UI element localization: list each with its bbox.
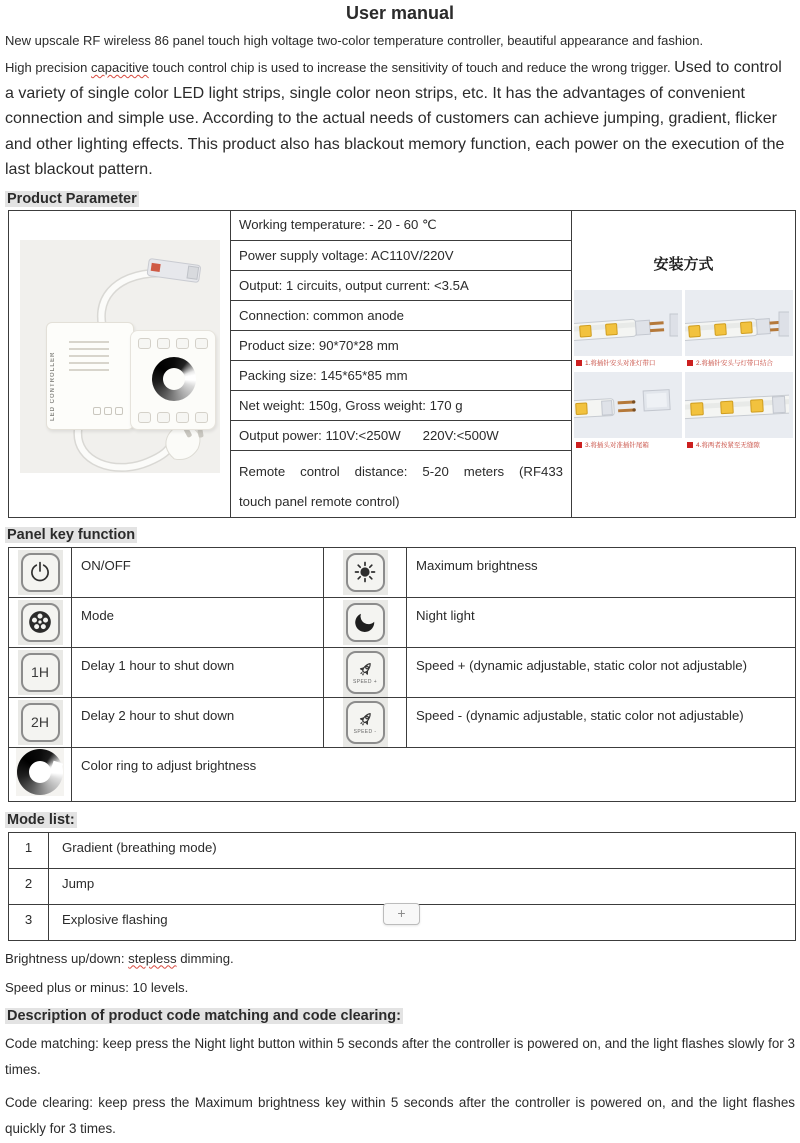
section-heading-product-parameter: Product Parameter [7,190,137,207]
speed-plus-label: SPEED + [352,678,378,685]
power-button [21,553,60,592]
moon-icon [353,610,377,634]
speed-plus-button [346,651,385,694]
sun-icon [353,560,377,584]
delay-1h-key-label: 1H [31,664,49,680]
panel-function-label: Night light [407,597,796,647]
touch-panel-top-buttons [138,338,208,349]
red-square-bullet [576,442,582,448]
controller-box-art [46,322,134,430]
panel-function-label: Speed - (dynamic adjustable, static color not adjustable) [407,697,796,747]
speed-minus-button [346,701,385,744]
intro-sentence-small: High precision [5,60,91,75]
panel-function-label: Mode [72,597,324,647]
red-square-bullet [576,360,582,366]
power-icon [28,560,52,584]
mode-label: Explosive flashing [49,904,796,940]
controller-cert-marks [93,407,123,415]
panel-row-4 [9,697,796,747]
red-square-bullet [687,442,693,448]
red-square-bullet [687,360,693,366]
section-heading-code: Description of product code matching and code clearing: [7,1007,401,1024]
table-add-row-button[interactable]: + [383,903,420,925]
panel-function-label: ON/OFF [72,547,324,597]
panel-function-label: Speed + (dynamic adjustable, static color not adjustable) [407,647,796,697]
panel-function-label: Delay 1 hour to shut down [72,647,324,697]
install-caption-2: 2.将插针安头与灯带口结合 [685,356,793,370]
section-heading-mode-list: Mode list: [7,811,75,828]
product-photo-cell [9,210,231,517]
mode-button [21,603,60,642]
mode-number: 1 [9,832,49,868]
install-caption-3: 3.将插头对准插针尾箱 [574,438,682,452]
mode-label: Jump [49,868,796,904]
install-cell [572,210,796,517]
param-row: Power supply voltage: AC110V/220V [231,240,572,270]
film-reel-icon [27,609,53,635]
code-matching-paragraph: Code matching: keep press the Night light button within 5 seconds after the controller is powered on, and the light flashes slowly for 3 times. [5,1035,795,1077]
param-row: Net weight: 150g, Gross weight: 170 g [231,390,572,420]
panel-function-label: Color ring to adjust brightness [72,747,796,801]
intro-sentence-small-2: touch control chip is used to increase the sensitivity of touch and reduce the wrong trigger. [148,60,675,75]
controller-fake-text [69,341,109,376]
speed-minus-label: SPEED - [353,728,377,735]
rocket-icon [356,710,375,729]
delay-2h-key-label: 2H [31,714,49,730]
install-caption-4: 4.将两者按紧至无缝隙 [685,438,793,452]
install-photo-4 [685,372,793,438]
controller-label: LED CONTROLLER [49,351,56,421]
panel-row-3 [9,647,796,697]
param-row: Working temperature: - 20 - 60 ℃ [231,210,572,240]
panel-function-label: Maximum brightness [407,547,796,597]
panel-key-table [8,547,796,802]
install-caption-1: 1.将插针安头对准灯带口 [574,356,682,370]
param-row: Packing size: 145*65*85 mm [231,360,572,390]
night-light-button [346,603,385,642]
product-parameter-table [8,210,796,518]
color-ring-icon [17,749,63,795]
max-brightness-button [346,553,385,592]
mode-number: 2 [9,868,49,904]
delay-1h-button [21,653,60,692]
param-row-remote: Remote control distance: 5-20 meters (RF433 touch panel remote control) [231,450,572,517]
spellcheck-word: stepless [128,950,177,966]
param-row: Output: 1 circuits, output current: <3.5A [231,270,572,300]
brightness-note: Brightness up/down: stepless dimming. [5,950,234,966]
rocket-icon [356,660,375,679]
product-photo [20,240,220,473]
panel-row-2 [9,597,796,647]
install-photo-1 [574,290,682,356]
intro-paragraph-1: New upscale RF wireless 86 panel touch high voltage two-color temperature controller, beautiful appearance and fashion. [5,33,704,48]
param-row: Connection: common anode [231,300,572,330]
speed-note: Speed plus or minus: 10 levels. [5,979,189,995]
intro-paragraph-2 [5,55,795,183]
panel-row-1 [9,547,796,597]
mode-row [9,832,796,868]
page-title: User manual [345,3,455,23]
mode-number: 3 [9,904,49,940]
touch-panel-bottom-buttons [138,412,208,423]
mode-label: Gradient (breathing mode) [49,832,796,868]
param-row: Product size: 90*70*28 mm [231,330,572,360]
install-photo-grid [574,290,793,452]
spellcheck-word: capacitive [91,60,149,75]
panel-row-5 [9,747,796,801]
param-row: Output power: 110V:<250W 220V:<500W [231,420,572,450]
touch-panel-art [130,330,216,430]
install-photo-2 [685,290,793,356]
delay-2h-button [21,703,60,742]
code-clearing-paragraph: Code clearing: keep press the Maximum brightness key within 5 seconds after the controller is powered on, and the light flashes quickly for 3 times. [5,1094,795,1136]
install-photo-3 [574,372,682,438]
panel-function-label: Delay 2 hour to shut down [72,697,324,747]
intro-sentence-large: Used to control a variety of single color LED light strips, single color neon strips, etc. It has the advantages of convenient connection and simple use. According to the actual needs of customers can achieve jumping, gradient, flicker and other lighting effects. This product also has blackout memory function, each power on the execution of the last blackout pattern. [5,59,785,178]
mode-row [9,868,796,904]
install-title: 安装方式 [653,255,714,273]
section-heading-panel-key: Panel key function [7,526,136,543]
touch-panel-ring [152,357,196,401]
